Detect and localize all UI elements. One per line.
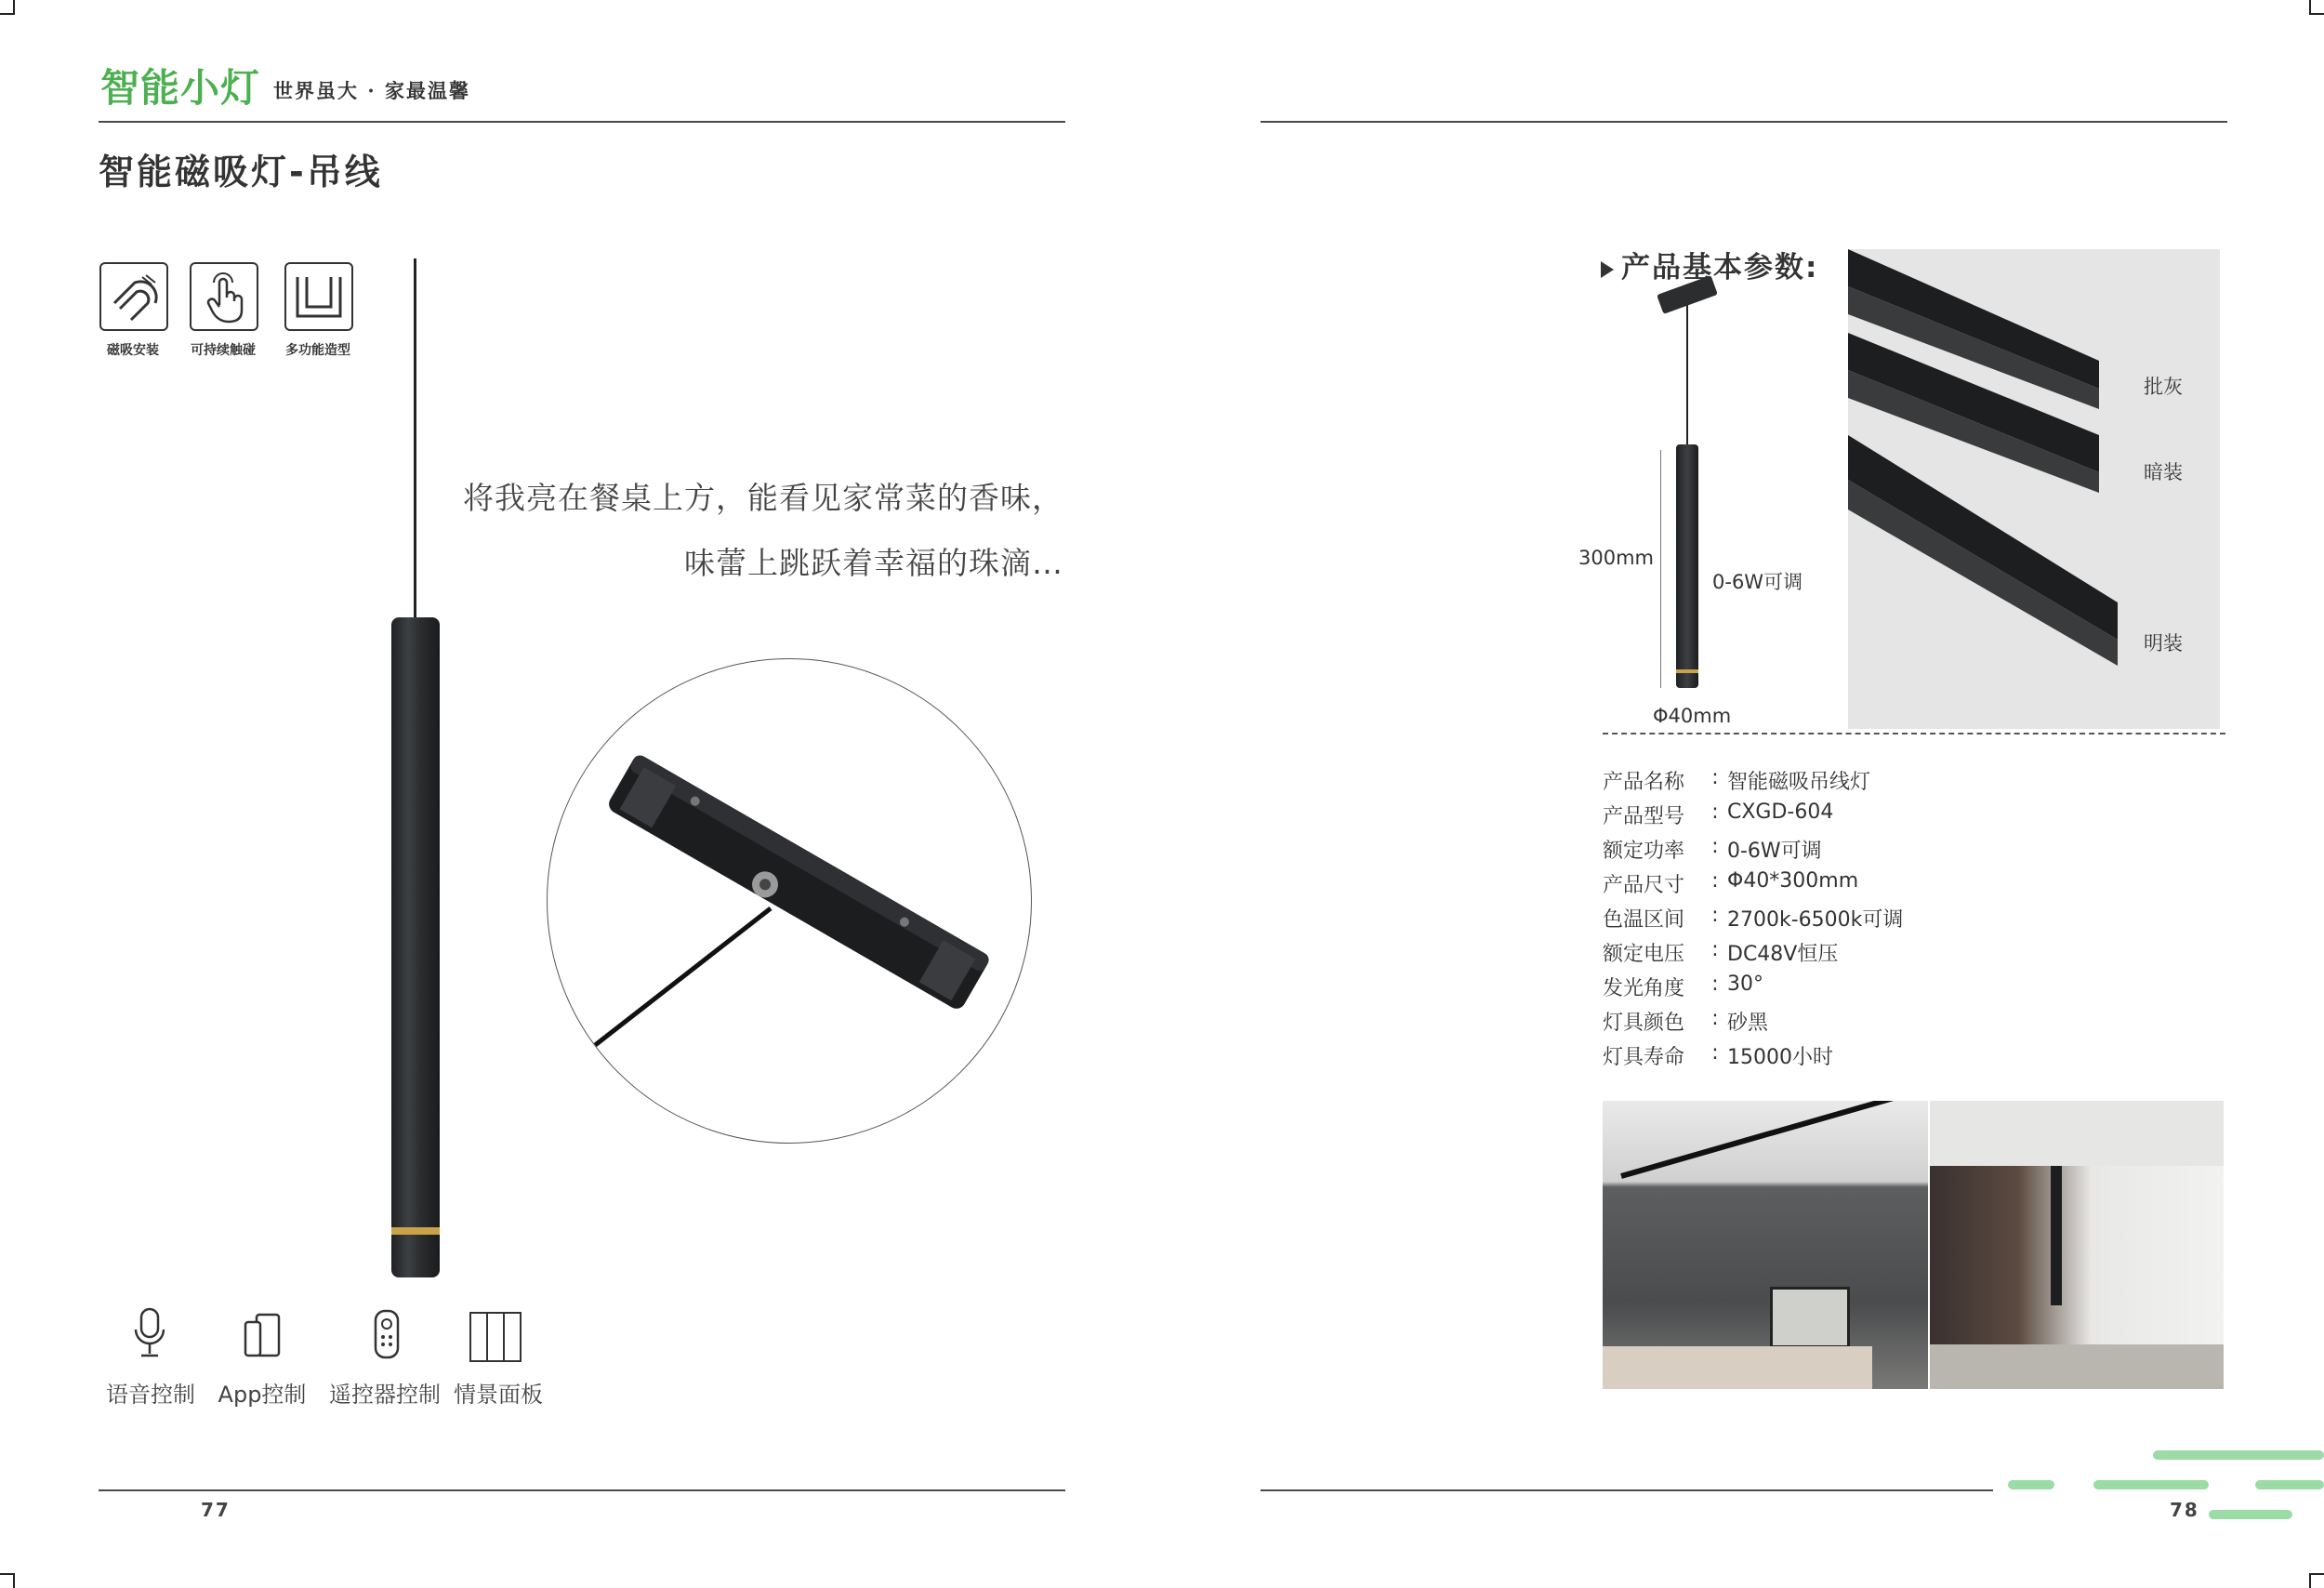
spec-separator: : [1711,938,1719,961]
spec-key: 产品名称 [1603,771,1685,794]
wall-painting [1770,1287,1850,1348]
spec-value: 30° [1727,973,1763,996]
spec-key: 发光角度 [1603,977,1685,1000]
install-type-surface: 明装 [2144,632,2183,655]
control-app [244,1313,281,1363]
install-type-recessed: 暗装 [2144,461,2183,483]
crop-mark-top-left [0,0,15,15]
control-panel [469,1311,522,1367]
spec-value: 智能磁吸吊线灯 [1727,771,1871,794]
mini-pendant-cable [1686,305,1688,446]
spec-row [1603,1041,1833,1070]
scene-photo-hallway [1930,1101,2224,1389]
header-rule-right [1261,121,2227,123]
spec-separator: : [1711,904,1719,927]
lamp-gold-ring [391,1227,440,1235]
touch-hand-icon [191,264,257,329]
decor-bar [2093,1480,2209,1489]
spec-separator: : [1711,973,1719,996]
spec-separator: : [1711,1007,1719,1030]
spec-separator: : [1711,869,1719,893]
footer-rule-left [99,1489,1065,1491]
feature-magnet [99,262,168,331]
page-title: 智能磁吸灯-吊线 [99,152,383,192]
pendant-lamp-body [391,617,440,1277]
scene-panel-icon [469,1311,522,1363]
spec-key: 额定电压 [1603,943,1685,966]
ceiling-track [1620,1101,1925,1179]
spec-divider [1603,733,2225,734]
page-number-right: 78 [2170,1499,2199,1521]
crop-mark-top-right [2309,0,2324,15]
spec-value: DC48V恒压 [1727,943,1839,966]
footer-rule-right [1261,1489,1993,1491]
spec-row [1603,904,1903,933]
feature-label-profile: 多功能造型 [285,343,350,358]
scene-photo-living-room [1603,1101,1928,1389]
spec-value: 砂黑 [1727,1012,1769,1035]
power-dimension: 0-6W可调 [1712,571,1803,593]
poem-line-1: 将我亮在餐桌上方，能看见家常菜的香味， [463,480,1063,516]
sofa [1603,1346,1872,1389]
poem-line-2: 味蕾上跳跃着幸福的珠滴… [684,545,1063,581]
spec-heading-text: 产品基本参数: [1621,251,1819,285]
spec-separator: : [1711,801,1719,824]
decor-bar [2008,1480,2054,1489]
feature-profile [284,262,353,331]
control-voice [132,1307,167,1363]
pendant-cable [414,258,416,621]
spec-row [1603,801,1833,829]
install-types-photo [1848,249,2220,729]
spec-value: 2700k-6500k可调 [1727,908,1904,932]
height-dimension: 300mm [1578,547,1654,569]
feature-label-magnet: 磁吸安装 [107,343,159,358]
diameter-dimension: Φ40mm [1653,705,1732,727]
spec-row [1603,835,1822,864]
phone-icon [244,1313,281,1359]
decor-bar [2209,1510,2292,1519]
spec-row [1603,973,1763,1001]
control-label-app: App控制 [218,1382,307,1408]
spec-value: CXGD-604 [1727,801,1834,824]
spec-key: 灯具寿命 [1603,1046,1685,1069]
spec-separator: : [1711,766,1719,789]
spec-key: 色温区间 [1603,908,1685,932]
spec-separator: : [1711,1041,1719,1065]
microphone-icon [132,1307,167,1359]
crop-mark-bottom-left [0,1573,15,1588]
control-label-panel: 情景面板 [454,1382,543,1408]
header-rule-left [99,121,1065,123]
control-remote [372,1307,402,1363]
track-profiles-illustration [1848,249,2220,729]
mini-gold-ring [1676,669,1698,673]
install-type-plaster: 批灰 [2144,376,2183,398]
spec-row [1603,766,1870,795]
spec-key: 产品尺寸 [1603,874,1685,897]
crop-mark-bottom-right [2309,1573,2324,1588]
spec-row [1603,938,1838,967]
control-label-remote: 遥控器控制 [329,1382,441,1408]
feature-touch [190,262,258,331]
channel-profile-icon [286,264,351,329]
spec-key: 产品型号 [1603,805,1685,828]
feature-label-touch: 可持续触碰 [191,343,256,358]
spec-value: Φ40*300mm [1727,869,1859,893]
decor-bar [2153,1450,2324,1460]
magnet-icon [101,264,166,329]
ceiling-panel [1930,1101,2224,1166]
height-dimension-line [1660,450,1661,688]
spec-key: 额定功率 [1603,840,1685,863]
floor [1930,1344,2224,1389]
spec-row [1603,1007,1768,1036]
brand-name: 智能小灯 [100,65,261,111]
spec-row [1603,869,1858,898]
spec-separator: : [1711,835,1719,858]
remote-control-icon [372,1307,402,1359]
hallway-pendant [2051,1166,2062,1305]
decor-bar [2255,1480,2324,1489]
control-label-voice: 语音控制 [106,1382,195,1408]
triangle-bullet-icon [1601,261,1614,278]
spec-key: 灯具颜色 [1603,1012,1685,1035]
page-number-left: 77 [201,1499,231,1521]
brand-logo [100,65,470,111]
spec-value: 15000小时 [1727,1046,1833,1069]
magnetic-connector-illustration [548,659,1031,1143]
mini-pendant-body [1676,444,1698,688]
spec-value: 0-6W可调 [1727,840,1822,863]
connector-detail-circle [547,658,1032,1144]
brand-slogan: 世界虽大 · 家最温馨 [273,79,470,102]
